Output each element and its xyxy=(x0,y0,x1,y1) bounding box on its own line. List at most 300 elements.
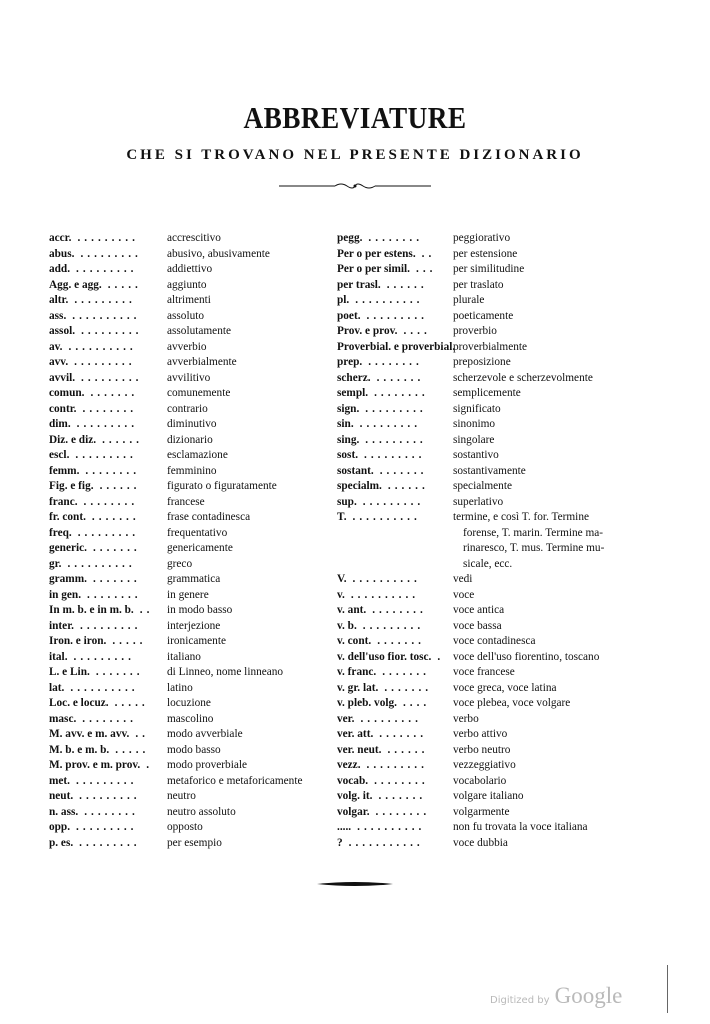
abbreviation-meaning: frase contadinesca xyxy=(167,511,251,523)
leader-dots: ....... xyxy=(95,666,144,678)
leader-dots: ... xyxy=(416,263,437,275)
google-logo: Google xyxy=(554,983,623,1008)
abbreviation: scherz. xyxy=(337,371,371,384)
abbreviation: comun. xyxy=(49,387,85,399)
abbreviation: neut. xyxy=(49,790,74,802)
leader-dots: ....... xyxy=(382,666,431,678)
abbreviation: sostant. xyxy=(337,464,374,477)
page-title: ABBREVIATURE xyxy=(243,100,467,135)
abbreviation-meaning: semplicemente xyxy=(453,387,521,399)
abbreviation: v. b. xyxy=(337,619,357,632)
end-ornament xyxy=(0,875,710,893)
leader-dots: ......... xyxy=(80,619,142,632)
leader-dots: ......... xyxy=(366,759,428,771)
abbreviation-entry xyxy=(337,603,627,619)
abbreviation-entry xyxy=(49,371,339,387)
abbreviation: escl. xyxy=(49,449,70,461)
abbreviation: Per o per estens. xyxy=(337,247,416,260)
watermark-prefix: Digitized by xyxy=(490,995,550,1006)
abbreviation-entry xyxy=(49,526,339,542)
leader-dots: ......... xyxy=(77,232,139,244)
abbreviation-entry xyxy=(49,805,339,821)
leader-dots: .......... xyxy=(67,557,136,570)
abbreviation: per trasl. xyxy=(337,278,381,291)
abbreviation: met. xyxy=(49,774,71,787)
abbreviation-meaning: figurato o figuratamente xyxy=(167,480,277,492)
abbreviation: inter. xyxy=(49,619,74,632)
abbreviation-meaning: comunemente xyxy=(167,387,231,399)
abbreviation-entry xyxy=(337,634,627,650)
leader-dots: ......... xyxy=(362,495,425,508)
abbreviation-entry xyxy=(49,293,339,309)
abbreviation: Fig. e fig. xyxy=(49,480,94,492)
leader-dots: .... xyxy=(403,325,431,337)
abbreviation-meaning: altrimenti xyxy=(167,294,211,306)
meaning-line: sicale, ecc. xyxy=(463,557,513,570)
abbreviation-entry xyxy=(337,681,627,697)
abbreviation-meaning: voce greca, voce latina xyxy=(453,681,557,694)
abbreviation-meaning: italiano xyxy=(167,650,201,663)
abbreviation-meaning: sinonimo xyxy=(453,418,496,430)
abbreviation: freq. xyxy=(49,526,72,539)
abbreviation-meaning: voce bassa xyxy=(453,619,502,632)
abbreviation-entry xyxy=(49,758,339,774)
abbreviation-meaning: sostantivo xyxy=(453,449,499,461)
leader-dots: .......... xyxy=(352,573,421,585)
leader-dots: ........ xyxy=(82,402,138,415)
page-subtitle: CHE SI TROVANO NEL PRESENTE DIZIONARIO xyxy=(126,147,584,163)
abbreviation: abus. xyxy=(49,247,75,260)
leader-dots: ......... xyxy=(364,449,426,461)
abbreviation-entry xyxy=(337,696,627,712)
abbreviation-entry xyxy=(49,278,339,294)
abbreviation-entry xyxy=(49,712,339,728)
abbreviation-entry xyxy=(337,355,627,371)
leader-dots: ..... xyxy=(112,635,147,647)
leader-dots: ........ xyxy=(374,774,429,787)
leader-dots: ......... xyxy=(73,650,135,663)
leader-dots: ...... xyxy=(387,743,429,756)
abbreviation-meaning: volgarmente xyxy=(453,805,510,818)
leader-dots: ........ xyxy=(85,464,141,477)
abbreviation-meaning: voce contadinesca xyxy=(453,635,536,647)
abbreviation-meaning: francese xyxy=(167,495,205,508)
abbreviation-meaning: voce dell'uso fiorentino, toscano xyxy=(453,650,600,663)
abbreviation-entry xyxy=(337,588,627,604)
abbreviation-entry xyxy=(337,262,627,278)
abbreviation: V. xyxy=(337,573,347,585)
abbreviation-meaning: modo avverbiale xyxy=(167,728,243,740)
abbreviation-entry xyxy=(49,696,339,712)
abbreviation: generic. xyxy=(49,542,87,554)
abbreviation: ..... xyxy=(337,821,352,833)
leader-dots: ........ xyxy=(368,356,423,368)
abbreviation-entry xyxy=(49,417,339,433)
abbreviation-meaning: metaforico e metaforicamente xyxy=(167,774,303,787)
abbreviation: M. avv. e m. avv. xyxy=(49,728,130,740)
abbreviation-entry xyxy=(337,231,627,247)
abbreviation-entry xyxy=(49,309,339,325)
leader-dots: ....... xyxy=(384,681,433,694)
abbreviation-meaning: accrescitivo xyxy=(167,232,221,244)
digitization-watermark xyxy=(490,983,622,1009)
abbreviation-entry xyxy=(49,650,339,666)
abbreviation: pl. xyxy=(337,294,350,306)
abbreviation-meaning: volgare italiano xyxy=(453,790,524,802)
abbreviation-meaning: significato xyxy=(453,402,501,415)
abbreviation: dim. xyxy=(49,418,71,430)
abbreviation-meaning: neutro xyxy=(167,790,196,802)
abbreviation-entry xyxy=(337,712,627,728)
abbreviation: avvil. xyxy=(49,371,76,384)
leader-dots: ......... xyxy=(76,774,138,787)
leader-dots: ......... xyxy=(81,325,143,337)
abbreviation: contr. xyxy=(49,402,77,415)
abbreviation-meaning: specialmente xyxy=(453,480,512,492)
leader-dots: ....... xyxy=(378,790,427,802)
abbreviation: p. es. xyxy=(49,836,74,849)
abbreviation-entry xyxy=(49,665,339,681)
abbreviation-entry xyxy=(49,355,339,371)
abbreviation-entry xyxy=(49,789,339,805)
abbreviation-entry xyxy=(337,464,627,480)
leader-dots: ....... xyxy=(90,387,139,399)
abbreviation-meaning: peggiorativo xyxy=(453,232,511,244)
abbreviation-meaning: vezzeggiativo xyxy=(453,759,516,771)
abbreviation-meaning: greco xyxy=(167,557,193,570)
leader-dots: ..... xyxy=(114,697,149,709)
abbreviation-entry xyxy=(49,464,339,480)
abbreviation-meaning: scherzevole e scherzevolmente xyxy=(453,371,593,384)
abbreviation-entry xyxy=(337,836,627,852)
abbreviation: L. e Lin. xyxy=(49,666,90,678)
abbreviation-entry xyxy=(337,650,627,666)
abbreviation-meaning: per traslato xyxy=(453,278,504,291)
leader-dots: . xyxy=(437,650,445,663)
abbreviation: sing. xyxy=(337,433,360,446)
abbreviation: ver. att. xyxy=(337,728,374,740)
abbreviation: lat. xyxy=(49,681,65,694)
abbreviation-entry xyxy=(337,789,627,805)
leader-dots: .. xyxy=(421,247,436,260)
abbreviation-entry xyxy=(49,820,339,836)
abbreviation: gr. xyxy=(49,557,62,570)
abbreviation: v. franc. xyxy=(337,666,377,678)
abbreviation-meaning: verbo neutro xyxy=(453,743,511,756)
abbreviation-entry xyxy=(49,495,339,511)
leader-dots: ...... xyxy=(386,278,428,291)
abbreviation-meaning: singolare xyxy=(453,433,495,446)
abbreviation: Diz. e diz. xyxy=(49,433,97,446)
leader-dots: .......... xyxy=(70,681,139,694)
abbreviation: Prov. e prov. xyxy=(337,325,398,337)
abbreviation-entry xyxy=(49,448,339,464)
abbreviation-entry xyxy=(337,727,627,743)
leader-dots: .......... xyxy=(352,511,421,523)
abbreviation-entry xyxy=(337,433,627,449)
abbreviation-meaning: avvilitivo xyxy=(167,371,211,384)
leader-dots: .. xyxy=(135,728,149,740)
abbreviation-meaning: genericamente xyxy=(167,542,233,554)
abbreviation: assol. xyxy=(49,325,76,337)
abbreviation-entry xyxy=(49,557,339,573)
abbreviation-meaning: modo basso xyxy=(167,743,221,756)
abbreviation-meaning: superlativo xyxy=(453,495,504,508)
leader-dots: .......... xyxy=(357,821,426,833)
abbreviation-meaning: non fu trovata la voce italiana xyxy=(453,821,588,833)
abbreviation: specialm. xyxy=(337,480,382,492)
title-ornament xyxy=(0,178,710,196)
abbreviation-meaning: mascolino xyxy=(167,712,214,725)
abbreviation-meaning: voce dubbia xyxy=(453,836,508,849)
meaning-line: termine, e così T. for. Termine xyxy=(453,511,589,523)
abbreviation: In m. b. e in m. b. xyxy=(49,604,134,616)
abbreviation-meaning: per similitudine xyxy=(453,263,525,275)
abbreviation: v. xyxy=(337,588,345,601)
abbreviation: Iron. e iron. xyxy=(49,635,107,647)
abbreviation-entry xyxy=(49,681,339,697)
abbreviation: accr. xyxy=(49,232,72,244)
abbreviation-meaning: in genere xyxy=(167,588,209,601)
abbreviation: volgar. xyxy=(337,805,370,818)
leader-dots: ......... xyxy=(76,418,139,430)
leader-dots: ......... xyxy=(74,356,136,368)
abbreviation-meaning: interjezione xyxy=(167,619,221,632)
abbreviation: v. ant. xyxy=(337,604,367,616)
leader-dots: ........ xyxy=(84,805,139,818)
abbreviation: v. gr. lat. xyxy=(337,681,379,694)
leader-dots: ........ xyxy=(372,604,427,616)
margin-line xyxy=(667,965,668,1013)
abbreviation-entry xyxy=(337,448,627,464)
abbreviation-meaning: verbo xyxy=(453,712,479,725)
abbreviation-meaning: per estensione xyxy=(453,247,518,260)
abbreviation: in gen. xyxy=(49,588,82,601)
leader-dots: .......... xyxy=(350,588,420,601)
leader-dots: ......... xyxy=(76,821,138,833)
abbreviation-entry xyxy=(49,231,339,247)
abbreviation: ass. xyxy=(49,309,67,322)
abbreviation: v. dell'uso fior. tosc. xyxy=(337,650,432,663)
leader-dots: ......... xyxy=(360,712,422,725)
abbreviation: sign. xyxy=(337,402,360,415)
abbreviation-meaning: vedi xyxy=(453,573,473,585)
abbreviation: altr. xyxy=(49,294,69,306)
leader-dots: . xyxy=(146,759,154,771)
abbreviation-entry xyxy=(49,541,339,557)
abbreviation-entry xyxy=(49,262,339,278)
abbreviation-entry xyxy=(49,836,339,852)
abbreviation: ver. xyxy=(337,712,355,725)
leader-dots: ........ xyxy=(83,495,139,508)
abbreviation-meaning: verbo attivo xyxy=(453,728,508,740)
leader-dots: ....... xyxy=(377,635,425,647)
leader-dots: .......... xyxy=(72,309,141,322)
abbreviation-meaning xyxy=(453,510,618,572)
abbreviation-entry xyxy=(337,309,627,325)
abbreviation: opp. xyxy=(49,821,71,833)
leader-dots: ......... xyxy=(365,433,427,446)
abbreviation-entry xyxy=(49,727,339,743)
leader-dots: ......... xyxy=(80,247,142,260)
abbreviation-meaning: grammatica xyxy=(167,573,221,585)
abbreviation-entry xyxy=(337,619,627,635)
abbreviation-meaning: voce plebea, voce volgare xyxy=(453,697,571,709)
leader-dots: ....... xyxy=(91,511,140,523)
abbreviation-meaning: modo proverbiale xyxy=(167,759,247,771)
abbreviation-entry xyxy=(49,247,339,263)
leader-dots: ....... xyxy=(92,573,141,585)
abbreviation-entry xyxy=(337,278,627,294)
abbreviation-meaning: poeticamente xyxy=(453,309,514,322)
leader-dots: ....... xyxy=(92,542,141,554)
abbreviation-meaning: preposizione xyxy=(453,356,511,368)
meaning-line: rinaresco, T. mus. Termine mu- xyxy=(463,542,605,554)
abbreviation-entry xyxy=(337,386,627,402)
abbreviation: sost. xyxy=(337,449,359,461)
abbreviation-entry xyxy=(49,572,339,588)
abbreviation-entry xyxy=(337,371,627,387)
abbreviation-entry xyxy=(49,743,339,759)
abbreviation-meaning: avverbio xyxy=(167,340,207,353)
abbreviation: v. cont. xyxy=(337,635,372,647)
abbreviation-meaning: contrario xyxy=(167,402,208,415)
leader-dots: ........ xyxy=(375,805,431,818)
abbreviation-entry xyxy=(337,324,627,340)
abbreviation-meaning: in modo basso xyxy=(167,604,233,616)
abbreviation: Proverbial. e proverbial. xyxy=(337,340,456,353)
leader-dots: ....... xyxy=(376,371,425,384)
abbreviation-entry xyxy=(337,479,627,495)
abbreviation: v. pleb. volg. xyxy=(337,697,397,709)
leader-dots: .......... xyxy=(68,340,137,353)
leader-dots: ...... xyxy=(99,480,141,492)
leader-dots: ......... xyxy=(359,418,422,430)
abbreviation-entry xyxy=(337,510,627,572)
abbreviation-entry xyxy=(49,588,339,604)
abbreviation: vocab. xyxy=(337,774,369,787)
abbreviation-meaning: vocabolario xyxy=(453,774,507,787)
abbreviation: sup. xyxy=(337,495,357,508)
leader-dots: ........ xyxy=(87,588,142,601)
abbreviation: masc. xyxy=(49,712,77,725)
abbreviation-entry xyxy=(49,433,339,449)
abbreviation: Agg. e agg. xyxy=(49,278,102,291)
leader-dots: ........ xyxy=(368,232,424,244)
leader-dots: ..... xyxy=(107,278,142,291)
leader-dots: .......... xyxy=(355,294,424,306)
abbreviation-entry xyxy=(337,402,627,418)
leader-dots: ......... xyxy=(76,263,138,275)
abbreviation-entry xyxy=(49,402,339,418)
leader-dots: .... xyxy=(402,697,431,709)
abbreviation: vezz. xyxy=(337,759,361,771)
abbreviation: add. xyxy=(49,263,71,275)
abbreviation-entry xyxy=(337,572,627,588)
abbreviation-meaning: plurale xyxy=(453,294,485,306)
leader-dots: ...... xyxy=(387,480,429,492)
abbreviation-meaning: proverbio xyxy=(453,325,497,337)
abbreviation: gramm. xyxy=(49,573,87,585)
leader-dots: ......... xyxy=(366,309,428,322)
abbreviation-meaning: dizionario xyxy=(167,433,213,446)
left-abbreviation-column xyxy=(49,231,339,851)
leader-dots: ....... xyxy=(379,464,428,477)
abbreviation-entry xyxy=(49,634,339,650)
abbreviation: femm. xyxy=(49,464,80,477)
abbreviation-meaning: femminino xyxy=(167,464,217,477)
abbreviation: Loc. e locuz. xyxy=(49,697,109,709)
abbreviation: M. prov. e m. prov. xyxy=(49,759,141,771)
abbreviation-entry xyxy=(337,293,627,309)
abbreviation: volg. it. xyxy=(337,790,373,802)
abbreviation: franc. xyxy=(49,495,78,508)
abbreviation-meaning: aggiunto xyxy=(167,278,207,291)
abbreviation-entry xyxy=(337,743,627,759)
abbreviation-meaning: addiettivo xyxy=(167,263,213,275)
leader-dots: ........ xyxy=(374,387,429,399)
abbreviation: poet. xyxy=(337,309,361,322)
leader-dots: ........ xyxy=(82,712,137,725)
abbreviation-meaning: voce xyxy=(453,588,475,601)
abbreviation-meaning: latino xyxy=(167,681,193,694)
leader-dots: ......... xyxy=(77,526,140,539)
abbreviation: sin. xyxy=(337,418,354,430)
abbreviation-meaning: avverbialmente xyxy=(167,356,237,368)
leader-dots: ......... xyxy=(75,449,137,461)
abbreviation-entry xyxy=(49,774,339,790)
leader-dots: ......... xyxy=(81,371,143,384)
abbreviation: av. xyxy=(49,340,63,353)
abbreviation-meaning: ironicamente xyxy=(167,635,226,647)
abbreviation-meaning: locuzione xyxy=(167,697,211,709)
abbreviation-entry xyxy=(337,340,627,356)
abbreviation-entry xyxy=(49,479,339,495)
abbreviation-entry xyxy=(337,247,627,263)
abbreviation-meaning: abusivo, abusivamente xyxy=(167,247,270,260)
abbreviation: ital. xyxy=(49,650,68,663)
abbreviation-entry xyxy=(337,495,627,511)
abbreviation-entry xyxy=(49,603,339,619)
abbreviation: ver. neut. xyxy=(337,743,382,756)
right-abbreviation-column xyxy=(337,231,627,851)
abbreviation-entry xyxy=(337,758,627,774)
leader-dots: ......... xyxy=(74,294,136,306)
leader-dots: ....... xyxy=(379,728,428,740)
abbreviation: fr. cont. xyxy=(49,511,86,523)
abbreviation: M. b. e m. b. xyxy=(49,743,110,756)
abbreviation-entry xyxy=(49,324,339,340)
abbreviation-meaning: opposto xyxy=(167,821,203,833)
abbreviation: n. ass. xyxy=(49,805,79,818)
leader-dots: ........... xyxy=(348,836,424,849)
abbreviation-meaning: per esempio xyxy=(167,836,222,849)
abbreviation-entry xyxy=(337,774,627,790)
abbreviation-meaning: diminutivo xyxy=(167,418,217,430)
abbreviation-entry xyxy=(337,665,627,681)
abbreviation-entry xyxy=(337,805,627,821)
abbreviation-meaning: assoluto xyxy=(167,309,205,322)
leader-dots: ...... xyxy=(102,433,144,446)
leader-dots: ......... xyxy=(362,619,425,632)
leader-dots: ......... xyxy=(79,790,141,802)
abbreviation-entry xyxy=(49,340,339,356)
abbreviation: ? xyxy=(337,836,343,849)
abbreviation-entry xyxy=(49,619,339,635)
leader-dots: ..... xyxy=(115,743,150,756)
abbreviation: pegg. xyxy=(337,232,363,244)
abbreviation: avv. xyxy=(49,356,69,368)
